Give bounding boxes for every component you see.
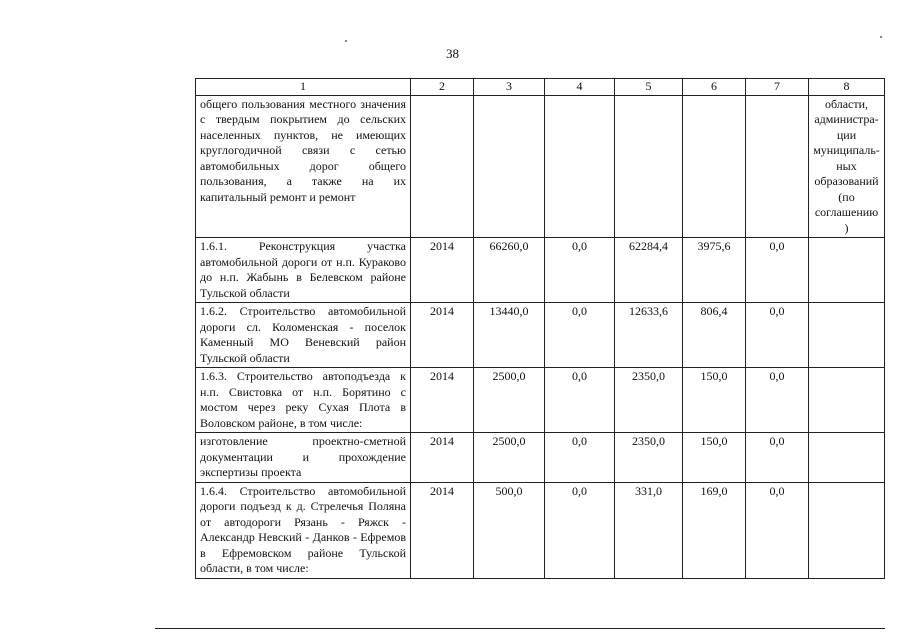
column-header: 6 — [683, 79, 746, 96]
cell-col4: 0,0 — [545, 303, 615, 368]
cell-col6: 150,0 — [683, 368, 746, 433]
cell-col4 — [545, 95, 615, 238]
cell-executor: области, администра-ции муниципаль-ных образований (по соглашению) — [809, 95, 885, 238]
cell-col6 — [683, 95, 746, 238]
cell-executor — [809, 238, 885, 303]
table-row — [196, 482, 885, 578]
cell-col6: 806,4 — [683, 303, 746, 368]
cell-total: 500,0 — [474, 482, 545, 578]
column-header: 4 — [545, 79, 615, 96]
cell-col7: 0,0 — [746, 303, 809, 368]
cell-col7: 0,0 — [746, 238, 809, 303]
cell-col4: 0,0 — [545, 238, 615, 303]
cell-year: 2014 — [411, 368, 474, 433]
cell-total: 66260,0 — [474, 238, 545, 303]
table-row — [196, 95, 885, 238]
cell-executor — [809, 433, 885, 483]
row-description: 1.6.4. Строительство автомобильной дороги подъезд к д. Стрелечья Поляна от автодороги Рязань - Ряжск - Александр Невский - Данков - Ефремов в Ефремовском районе Тульской области, в том числе: — [196, 482, 411, 578]
column-header: 5 — [615, 79, 683, 96]
row-description: общего пользования местного значения с твердым покрытием до сельских населенных пунктов, не имеющих круглогодичной связи с сетью автомобильных дорог общего пользования, а также на их капитальный ремонт и ремонт — [196, 95, 411, 238]
row-description: изготовление проектно-сметной документации и прохождение экспертизы проекта — [196, 433, 411, 483]
cell-col5: 62284,4 — [615, 238, 683, 303]
cell-col7: 0,0 — [746, 368, 809, 433]
cell-col4: 0,0 — [545, 482, 615, 578]
cell-total: 2500,0 — [474, 368, 545, 433]
table-row — [196, 433, 885, 483]
scan-speck — [345, 40, 347, 42]
table-row — [196, 368, 885, 433]
cell-executor — [809, 482, 885, 578]
table-row — [196, 303, 885, 368]
cell-col7: 0,0 — [746, 482, 809, 578]
cell-col6: 150,0 — [683, 433, 746, 483]
column-header: 2 — [411, 79, 474, 96]
column-header: 1 — [196, 79, 411, 96]
page-bottom-rule — [155, 628, 885, 629]
scan-speck — [880, 36, 882, 38]
cell-col5: 331,0 — [615, 482, 683, 578]
cell-col6: 169,0 — [683, 482, 746, 578]
cell-total: 13440,0 — [474, 303, 545, 368]
cell-year — [411, 95, 474, 238]
cell-total: 2500,0 — [474, 433, 545, 483]
cell-col6: 3975,6 — [683, 238, 746, 303]
cell-executor — [809, 368, 885, 433]
table-row — [196, 238, 885, 303]
cell-col5: 2350,0 — [615, 433, 683, 483]
row-description: 1.6.2. Строительство автомобильной дороги сл. Коломенская - поселок Каменный МО Веневский район Тульской области — [196, 303, 411, 368]
column-header: 3 — [474, 79, 545, 96]
cell-executor — [809, 303, 885, 368]
cell-col7 — [746, 95, 809, 238]
row-description: 1.6.3. Строительство автоподъезда к н.п. Свистовка от н.п. Борятино с мостом через реку Сухая Плота в Воловском районе, в том числе: — [196, 368, 411, 433]
page-number: 38 — [446, 46, 459, 61]
program-table — [195, 78, 885, 579]
cell-col7: 0,0 — [746, 433, 809, 483]
row-description: 1.6.1. Реконструкция участка автомобильной дороги от н.п. Кураково до н.п. Жабынь в Белевском районе Тульской области — [196, 238, 411, 303]
cell-col4: 0,0 — [545, 433, 615, 483]
cell-col4: 0,0 — [545, 368, 615, 433]
cell-col5: 12633,6 — [615, 303, 683, 368]
cell-year: 2014 — [411, 238, 474, 303]
cell-total — [474, 95, 545, 238]
table-header-row — [196, 79, 885, 96]
column-header: 7 — [746, 79, 809, 96]
cell-year: 2014 — [411, 482, 474, 578]
column-header: 8 — [809, 79, 885, 96]
cell-col5: 2350,0 — [615, 368, 683, 433]
cell-col5 — [615, 95, 683, 238]
cell-year: 2014 — [411, 303, 474, 368]
cell-year: 2014 — [411, 433, 474, 483]
